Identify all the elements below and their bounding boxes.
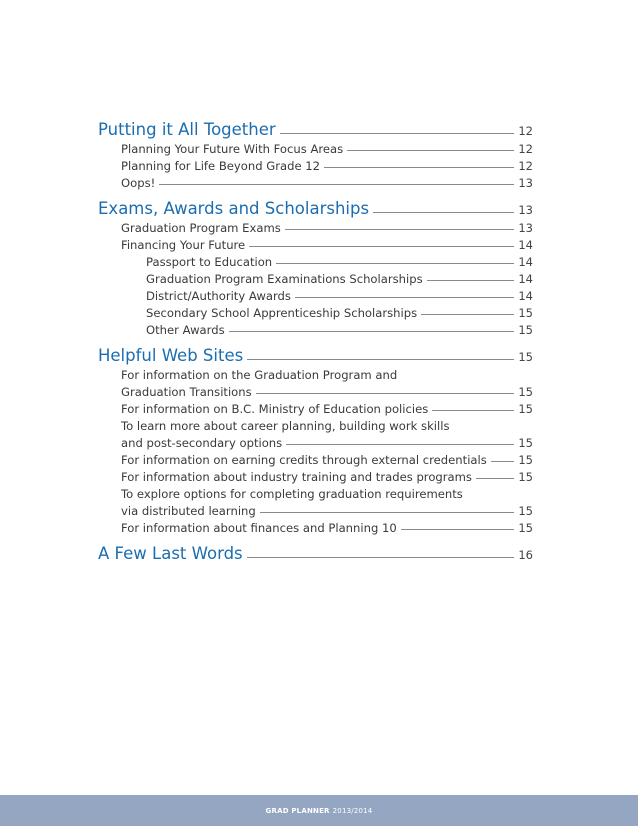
entry-label: For information about finances and Planning 10	[121, 521, 397, 535]
page-number: 12	[518, 159, 533, 173]
toc-entry-first-line	[98, 365, 533, 382]
dot-leader	[247, 557, 515, 558]
toc-entry[interactable]	[98, 518, 533, 535]
entry-label: Graduation Program Exams	[121, 221, 281, 235]
page-number: 15	[518, 453, 533, 467]
toc-entry[interactable]	[98, 433, 533, 450]
footer-year: 2013/2014	[332, 806, 373, 815]
entry-label: Financing Your Future	[121, 238, 246, 252]
page-number: 15	[518, 521, 533, 535]
entry-label: For information about industry training and trades programs	[121, 470, 472, 484]
dot-leader	[432, 410, 514, 411]
page-number: 14	[518, 289, 533, 303]
page-number: 15	[518, 350, 533, 364]
toc-subentry[interactable]	[98, 252, 533, 269]
dot-leader	[229, 331, 515, 332]
page-number: 16	[518, 548, 533, 562]
entry-label-line1: To learn more about career planning, building work skills	[121, 419, 450, 433]
toc-entry-first-line	[98, 416, 533, 433]
toc-section-heading[interactable]	[98, 343, 533, 365]
toc-subentry[interactable]	[98, 269, 533, 286]
page-number: 14	[518, 255, 533, 269]
toc-entry[interactable]	[98, 450, 533, 467]
dot-leader	[295, 297, 514, 298]
table-of-contents	[98, 117, 533, 563]
toc-entry[interactable]	[98, 501, 533, 518]
dot-leader	[286, 444, 514, 445]
dot-leader	[421, 314, 514, 315]
page-number: 14	[518, 238, 533, 252]
entry-label: Oops!	[121, 176, 156, 190]
page-number: 15	[518, 436, 533, 450]
dot-leader	[324, 167, 514, 168]
entry-label: Planning for Life Beyond Grade 12	[121, 159, 321, 173]
dot-leader	[427, 280, 515, 281]
entry-label: Other Awards	[146, 323, 225, 337]
section-title: A Few Last Words	[98, 544, 243, 563]
section-title: Putting it All Together	[98, 120, 276, 139]
toc-entry[interactable]	[98, 235, 533, 252]
dot-leader	[247, 359, 514, 360]
dot-leader	[276, 263, 514, 264]
section-title: Exams, Awards and Scholarships	[98, 199, 370, 218]
dot-leader	[249, 246, 514, 247]
page-number: 15	[518, 402, 533, 416]
entry-label-line1: To explore options for completing graduation requirements	[121, 487, 463, 501]
dot-leader	[256, 393, 515, 394]
page-number: 15	[518, 470, 533, 484]
page-footer	[0, 795, 638, 826]
toc-entry[interactable]	[98, 173, 533, 190]
page-number: 13	[518, 221, 533, 235]
page-number: 13	[518, 176, 533, 190]
page-number: 15	[518, 504, 533, 518]
dot-leader	[285, 229, 515, 230]
entry-label: via distributed learning	[121, 504, 256, 518]
entry-label-line1: For information on the Graduation Program and	[121, 368, 398, 382]
toc-entry[interactable]	[98, 467, 533, 484]
toc-section-heading[interactable]	[98, 541, 533, 563]
entry-label: District/Authority Awards	[146, 289, 291, 303]
entry-label: Secondary School Apprenticeship Scholarships	[146, 306, 418, 320]
page-number: 15	[518, 323, 533, 337]
entry-label: For information on earning credits through external credentials	[121, 453, 487, 467]
footer-title: GRAD PLANNER	[265, 806, 330, 815]
toc-entry-first-line	[98, 484, 533, 501]
dot-leader	[260, 512, 515, 513]
entry-label: and post-secondary options	[121, 436, 283, 450]
page-number: 15	[518, 306, 533, 320]
entry-label: For information on B.C. Ministry of Education policies	[121, 402, 429, 416]
dot-leader	[159, 184, 514, 185]
page-number: 12	[518, 124, 533, 138]
entry-label: Graduation Transitions	[121, 385, 252, 399]
dot-leader	[347, 150, 514, 151]
toc-subentry[interactable]	[98, 303, 533, 320]
toc-section-heading[interactable]	[98, 117, 533, 139]
toc-subentry[interactable]	[98, 286, 533, 303]
page-number: 13	[518, 203, 533, 217]
section-title: Helpful Web Sites	[98, 346, 244, 365]
entry-label: Passport to Education	[146, 255, 273, 269]
dot-leader	[491, 461, 515, 462]
page-number: 14	[518, 272, 533, 286]
entry-label: Planning Your Future With Focus Areas	[121, 142, 344, 156]
toc-entry[interactable]	[98, 139, 533, 156]
page-number: 15	[518, 385, 533, 399]
toc-section-heading[interactable]	[98, 196, 533, 218]
dot-leader	[476, 478, 514, 479]
entry-label: Graduation Program Examinations Scholarships	[146, 272, 423, 286]
toc-entry[interactable]	[98, 382, 533, 399]
toc-subentry[interactable]	[98, 320, 533, 337]
toc-entry[interactable]	[98, 218, 533, 235]
page-number: 12	[518, 142, 533, 156]
dot-leader	[401, 529, 515, 530]
dot-leader	[280, 133, 515, 134]
dot-leader	[373, 212, 514, 213]
toc-entry[interactable]	[98, 156, 533, 173]
toc-entry[interactable]	[98, 399, 533, 416]
